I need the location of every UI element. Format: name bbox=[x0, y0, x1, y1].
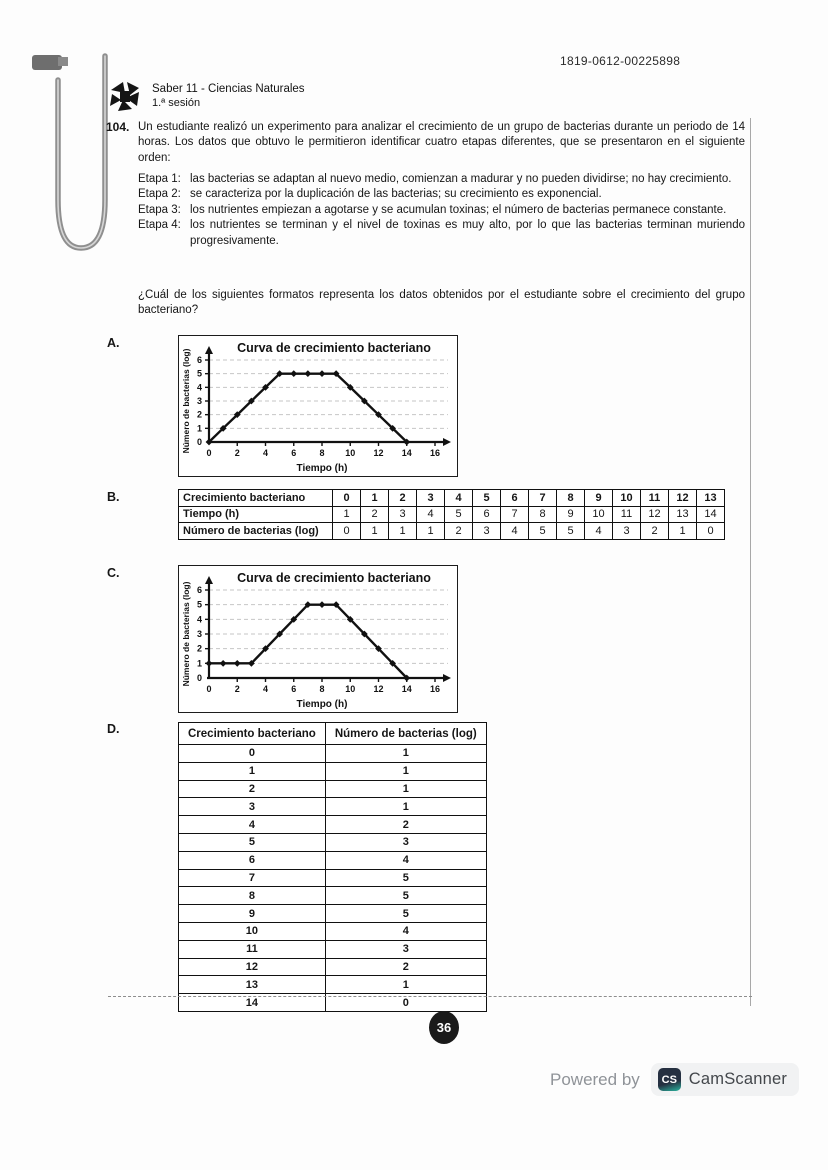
cell: 2 bbox=[361, 506, 389, 523]
svg-text:8: 8 bbox=[319, 684, 325, 694]
cell: 5 bbox=[473, 490, 501, 507]
cell: 0 bbox=[697, 523, 725, 540]
cell: 11 bbox=[613, 506, 641, 523]
svg-text:6: 6 bbox=[291, 684, 297, 694]
exam-session: 1.ª sesión bbox=[152, 96, 201, 109]
svg-text:14: 14 bbox=[401, 448, 412, 458]
cell: 3 bbox=[325, 833, 486, 851]
row-label: Tiempo (h) bbox=[179, 506, 333, 523]
exam-header bbox=[152, 83, 305, 110]
option-a-letter: A. bbox=[107, 336, 120, 350]
svg-text:0: 0 bbox=[206, 684, 212, 694]
cell: 4 bbox=[445, 490, 473, 507]
svg-text:4: 4 bbox=[196, 382, 202, 393]
cell: 1 bbox=[333, 506, 361, 523]
cell: 7 bbox=[501, 506, 529, 523]
cell: 9 bbox=[557, 506, 585, 523]
icfes-logo-icon bbox=[108, 80, 142, 114]
svg-text:10: 10 bbox=[345, 448, 356, 458]
table-row bbox=[179, 833, 487, 851]
cell: 8 bbox=[529, 506, 557, 523]
table-row bbox=[179, 816, 487, 834]
cell: 12 bbox=[641, 506, 669, 523]
cell: 7 bbox=[529, 490, 557, 507]
cell: 3 bbox=[613, 523, 641, 540]
option-a-chart bbox=[178, 335, 458, 477]
cell: 11 bbox=[179, 940, 326, 958]
svg-text:8: 8 bbox=[319, 448, 325, 458]
stage-text: se caracteriza por la duplicación de las bacterias; su crecimiento es exponencial. bbox=[190, 188, 602, 201]
table-row bbox=[179, 905, 487, 923]
paperclip-image bbox=[28, 50, 118, 270]
question-intro: Un estudiante realizó un experimento para analizar el crecimiento de un grupo de bacterias durante un periodo de 14 horas. Los datos que obtuvo le permitieron identificar cuatro etapas diferentes, que se presentaron en el siguiente orden: bbox=[138, 121, 745, 164]
cell: 0 bbox=[179, 745, 326, 763]
crecimiento-detail-table bbox=[178, 722, 487, 1012]
svg-text:Tiempo (h): Tiempo (h) bbox=[296, 699, 348, 710]
col-header: Crecimiento bacteriano bbox=[179, 723, 326, 745]
svg-text:Curva de crecimiento bacterian: Curva de crecimiento bacteriano bbox=[237, 571, 431, 585]
cell: 10 bbox=[613, 490, 641, 507]
cell: 3 bbox=[179, 798, 326, 816]
cell: 11 bbox=[641, 490, 669, 507]
table-row bbox=[179, 869, 487, 887]
option-d-table bbox=[178, 722, 487, 1012]
camscanner-icon: CS bbox=[658, 1068, 681, 1091]
svg-text:Curva de crecimiento bacterian: Curva de crecimiento bacteriano bbox=[237, 341, 431, 355]
stage-label: Etapa 1: bbox=[138, 173, 181, 185]
stage-list bbox=[138, 172, 745, 249]
stage-label: Etapa 4: bbox=[138, 219, 181, 232]
cell: 1 bbox=[325, 798, 486, 816]
cell: 13 bbox=[697, 490, 725, 507]
question-number: 104. bbox=[106, 120, 130, 134]
cell: 13 bbox=[179, 976, 326, 994]
svg-text:6: 6 bbox=[196, 585, 202, 595]
cell: 4 bbox=[417, 506, 445, 523]
cell: 5 bbox=[445, 506, 473, 523]
svg-text:3: 3 bbox=[196, 396, 202, 406]
row-label: Número de bacterias (log) bbox=[179, 523, 333, 540]
table-row bbox=[179, 940, 487, 958]
footer-separator bbox=[108, 996, 752, 997]
cell: 3 bbox=[417, 490, 445, 507]
cell: 6 bbox=[501, 490, 529, 507]
svg-text:12: 12 bbox=[373, 684, 384, 694]
cell: 1 bbox=[361, 490, 389, 507]
table-row bbox=[179, 762, 487, 780]
stage-text: los nutrientes se terminan y el nivel de toxinas es muy alto, por lo que las bacterias terminan muriendo progresivamente. bbox=[190, 219, 745, 247]
cell: 1 bbox=[389, 523, 417, 540]
table-row bbox=[179, 887, 487, 905]
cell: 14 bbox=[179, 994, 326, 1012]
cell: 13 bbox=[669, 506, 697, 523]
cell: 6 bbox=[179, 851, 326, 869]
cell: 4 bbox=[501, 523, 529, 540]
cell: 2 bbox=[325, 816, 486, 834]
cell: 1 bbox=[361, 523, 389, 540]
svg-text:2: 2 bbox=[234, 448, 240, 458]
svg-text:4: 4 bbox=[262, 448, 269, 458]
cell: 7 bbox=[179, 869, 326, 887]
svg-text:1: 1 bbox=[196, 658, 202, 669]
table-row bbox=[179, 922, 487, 940]
camscanner-brand-label: CamScanner bbox=[688, 1070, 788, 1088]
exam-title: Saber 11 - Ciencias Naturales bbox=[152, 83, 305, 95]
cell: 1 bbox=[325, 745, 486, 763]
cell: 5 bbox=[179, 833, 326, 851]
stage-row bbox=[138, 218, 745, 249]
option-d-letter: D. bbox=[107, 722, 120, 736]
cell: 9 bbox=[585, 490, 613, 507]
svg-text:10: 10 bbox=[345, 684, 356, 694]
cell: 1 bbox=[179, 762, 326, 780]
table-row bbox=[179, 523, 725, 540]
cell: 4 bbox=[325, 922, 486, 940]
table-row bbox=[179, 851, 487, 869]
stage-text: los nutrientes empiezan a agotarse y se acumulan toxinas; el número de bacterias permanece constante. bbox=[190, 203, 727, 216]
header-row bbox=[179, 723, 487, 745]
svg-text:16: 16 bbox=[429, 448, 441, 458]
cell: 12 bbox=[179, 958, 326, 976]
document-code: 1819-0612-00225898 bbox=[560, 54, 681, 68]
cell: 1 bbox=[417, 523, 445, 540]
cell: 8 bbox=[179, 887, 326, 905]
option-b-letter: B. bbox=[107, 490, 120, 504]
svg-text:1: 1 bbox=[196, 423, 202, 434]
table-row bbox=[179, 976, 487, 994]
cell: 5 bbox=[325, 887, 486, 905]
stage-row bbox=[138, 172, 745, 187]
cell: 1 bbox=[325, 780, 486, 798]
svg-text:4: 4 bbox=[262, 684, 269, 694]
svg-text:Número de bacterias (log): Número de bacterias (log) bbox=[181, 581, 191, 687]
svg-text:2: 2 bbox=[234, 684, 240, 694]
cell: 2 bbox=[641, 523, 669, 540]
stage-row bbox=[138, 203, 745, 218]
cell: 2 bbox=[389, 490, 417, 507]
cell: 9 bbox=[179, 905, 326, 923]
cell: 5 bbox=[529, 523, 557, 540]
cell: 1 bbox=[325, 762, 486, 780]
cell: 5 bbox=[325, 869, 486, 887]
cell: 1 bbox=[325, 976, 486, 994]
svg-text:5: 5 bbox=[196, 599, 202, 610]
cell: 4 bbox=[179, 816, 326, 834]
svg-text:0: 0 bbox=[196, 437, 202, 447]
cell: 0 bbox=[325, 994, 486, 1012]
svg-text:3: 3 bbox=[196, 629, 202, 639]
svg-text:16: 16 bbox=[429, 684, 441, 694]
option-c-chart bbox=[178, 565, 458, 713]
powered-by-label: Powered by bbox=[550, 1069, 640, 1089]
table-row bbox=[179, 506, 725, 523]
cell: 10 bbox=[585, 506, 613, 523]
cell: 5 bbox=[325, 905, 486, 923]
stage-label: Etapa 2: bbox=[138, 188, 181, 201]
cell: 2 bbox=[179, 780, 326, 798]
cell: 2 bbox=[445, 523, 473, 540]
cell: 3 bbox=[325, 940, 486, 958]
col-header: Número de bacterias (log) bbox=[325, 723, 486, 745]
table-row bbox=[179, 490, 725, 507]
svg-text:Tiempo (h): Tiempo (h) bbox=[296, 463, 348, 474]
row-label: Crecimiento bacteriano bbox=[179, 490, 333, 507]
table-row bbox=[179, 780, 487, 798]
svg-text:4: 4 bbox=[196, 614, 202, 625]
cell: 3 bbox=[389, 506, 417, 523]
camscanner-badge[interactable] bbox=[651, 1063, 799, 1096]
table-row bbox=[179, 745, 487, 763]
page-number-badge: 36 bbox=[429, 1011, 459, 1044]
cell: 5 bbox=[557, 523, 585, 540]
option-b-table bbox=[178, 489, 725, 540]
table-row bbox=[179, 958, 487, 976]
cell: 4 bbox=[325, 851, 486, 869]
svg-text:6: 6 bbox=[291, 448, 297, 458]
cell: 6 bbox=[473, 506, 501, 523]
stage-label: Etapa 3: bbox=[138, 203, 181, 216]
camscanner-footer bbox=[550, 1063, 799, 1096]
cell: 14 bbox=[697, 506, 725, 523]
cell: 4 bbox=[585, 523, 613, 540]
crecimiento-table bbox=[178, 489, 725, 540]
svg-text:0: 0 bbox=[206, 448, 212, 458]
cell: 12 bbox=[669, 490, 697, 507]
svg-text:2: 2 bbox=[196, 409, 202, 420]
svg-text:0: 0 bbox=[196, 673, 202, 683]
cell: 10 bbox=[179, 922, 326, 940]
option-c-letter: C. bbox=[107, 566, 120, 580]
cell: 2 bbox=[325, 958, 486, 976]
svg-text:2: 2 bbox=[196, 643, 202, 654]
stage-text: las bacterias se adaptan al nuevo medio, comienzan a madurar y no pueden dividirse; no hay crecimiento. bbox=[190, 173, 732, 185]
cell: 3 bbox=[473, 523, 501, 540]
svg-text:5: 5 bbox=[196, 368, 202, 379]
cell: 0 bbox=[333, 523, 361, 540]
cell: 1 bbox=[669, 523, 697, 540]
svg-text:14: 14 bbox=[401, 684, 412, 694]
svg-text:6: 6 bbox=[196, 355, 202, 365]
table-row bbox=[179, 798, 487, 816]
svg-text:12: 12 bbox=[373, 448, 384, 458]
column-right-rule bbox=[750, 118, 751, 1006]
question-prompt: ¿Cuál de los siguientes formatos representa los datos obtenidos por el estudiante sobre el crecimiento del grupo bacteriano? bbox=[138, 289, 745, 317]
cell: 8 bbox=[557, 490, 585, 507]
svg-text:Número de bacterias (log): Número de bacterias (log) bbox=[181, 348, 191, 454]
stage-row bbox=[138, 187, 745, 202]
cell: 0 bbox=[333, 490, 361, 507]
